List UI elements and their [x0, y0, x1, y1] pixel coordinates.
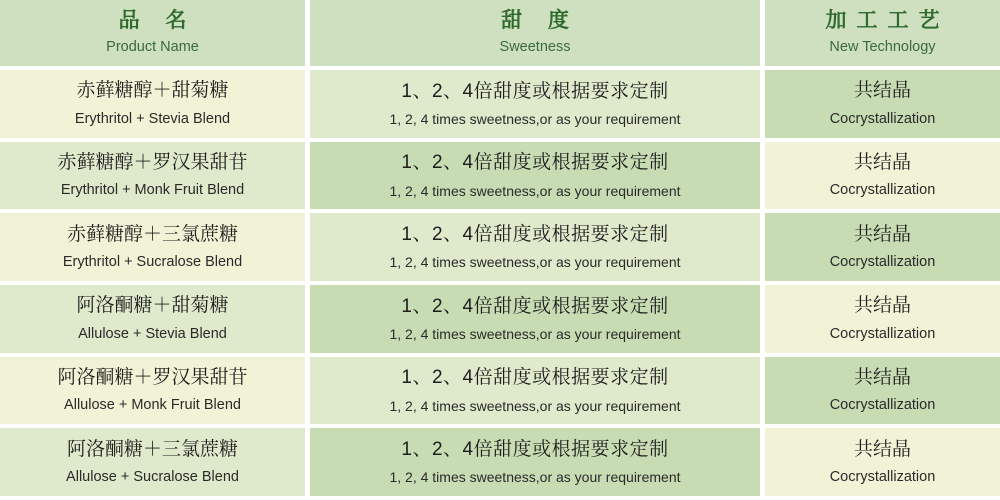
technology-en: Cocrystallization [829, 469, 936, 486]
technology-en: Cocrystallization [829, 182, 936, 199]
product-name-cn: 赤藓糖醇＋三氯蔗糖 [66, 223, 238, 245]
product-name-cn: 阿洛酮糖＋罗汉果甜苷 [57, 366, 248, 388]
technology-en: Cocrystallization [829, 397, 936, 414]
column-header-product-name [0, 0, 310, 70]
cell-product-name [0, 285, 310, 357]
sweetness-cn: 1、2、4倍甜度或根据要求定制 [401, 152, 669, 174]
product-name-en: Allulose + Sucralose Blend [66, 469, 239, 486]
technology-cn: 共结晶 [853, 438, 911, 460]
cell-product-name [0, 70, 310, 142]
cell-sweetness [310, 70, 765, 142]
technology-en: Cocrystallization [829, 110, 936, 127]
product-name-cn: 阿洛酮糖＋甜菊糖 [76, 295, 229, 317]
technology-en: Cocrystallization [829, 254, 936, 271]
technology-cn: 共结晶 [853, 295, 911, 317]
product-name-cn: 赤藓糖醇＋甜菊糖 [76, 80, 229, 102]
cell-new-technology [765, 213, 1000, 285]
product-name-en: Allulose + Monk Fruit Blend [64, 397, 241, 414]
column-header-en: New Technology [829, 39, 936, 56]
column-header-en: Sweetness [499, 39, 571, 56]
table-row [0, 285, 1000, 357]
cell-sweetness [310, 213, 765, 285]
column-header-cn: 加工工艺 [825, 8, 950, 32]
product-name-cn: 阿洛酮糖＋三氯蔗糖 [66, 438, 238, 460]
table-row [0, 142, 1000, 214]
product-name-en: Erythritol + Monk Fruit Blend [60, 182, 245, 199]
cell-sweetness [310, 357, 765, 429]
cell-new-technology [765, 428, 1000, 500]
cell-product-name [0, 357, 310, 429]
column-header-new-technology [765, 0, 1000, 70]
technology-cn: 共结晶 [853, 366, 911, 388]
cell-new-technology [765, 357, 1000, 429]
column-header-cn: 品 名 [118, 8, 197, 32]
cell-new-technology [765, 70, 1000, 142]
sweetness-cn: 1、2、4倍甜度或根据要求定制 [401, 367, 669, 389]
cell-product-name [0, 428, 310, 500]
sweetness-en: 1, 2, 4 times sweetness,or as your requirement [389, 397, 681, 414]
cell-new-technology [765, 142, 1000, 214]
cell-sweetness [310, 428, 765, 500]
sweetness-en: 1, 2, 4 times sweetness,or as your requirement [389, 326, 681, 343]
product-name-en: Allulose + Stevia Blend [78, 325, 227, 342]
column-header-sweetness [310, 0, 765, 70]
technology-cn: 共结晶 [853, 151, 911, 173]
cell-sweetness [310, 142, 765, 214]
column-header-en: Product Name [106, 39, 199, 56]
product-name-en: Erythritol + Stevia Blend [74, 110, 231, 127]
table-header-row [0, 0, 1000, 70]
sweetness-en: 1, 2, 4 times sweetness,or as your requirement [389, 182, 681, 199]
table-row [0, 213, 1000, 285]
product-name-cn: 赤藓糖醇＋罗汉果甜苷 [57, 151, 248, 173]
sweetness-cn: 1、2、4倍甜度或根据要求定制 [401, 80, 669, 102]
cell-new-technology [765, 285, 1000, 357]
column-header-cn: 甜 度 [501, 8, 579, 32]
technology-en: Cocrystallization [829, 325, 936, 342]
sweetness-cn: 1、2、4倍甜度或根据要求定制 [401, 223, 669, 245]
cell-sweetness [310, 285, 765, 357]
technology-cn: 共结晶 [853, 223, 911, 245]
technology-cn: 共结晶 [853, 80, 911, 102]
table-row [0, 357, 1000, 429]
sweetness-cn: 1、2、4倍甜度或根据要求定制 [401, 295, 669, 317]
table-row [0, 428, 1000, 500]
table-row [0, 70, 1000, 142]
product-name-en: Erythritol + Sucralose Blend [62, 254, 243, 271]
sweetness-cn: 1、2、4倍甜度或根据要求定制 [401, 438, 669, 460]
cell-product-name [0, 142, 310, 214]
cell-product-name [0, 213, 310, 285]
sweetness-en: 1, 2, 4 times sweetness,or as your requirement [389, 111, 681, 128]
sweetness-en: 1, 2, 4 times sweetness,or as your requirement [389, 469, 681, 486]
sweetness-en: 1, 2, 4 times sweetness,or as your requirement [389, 254, 681, 271]
